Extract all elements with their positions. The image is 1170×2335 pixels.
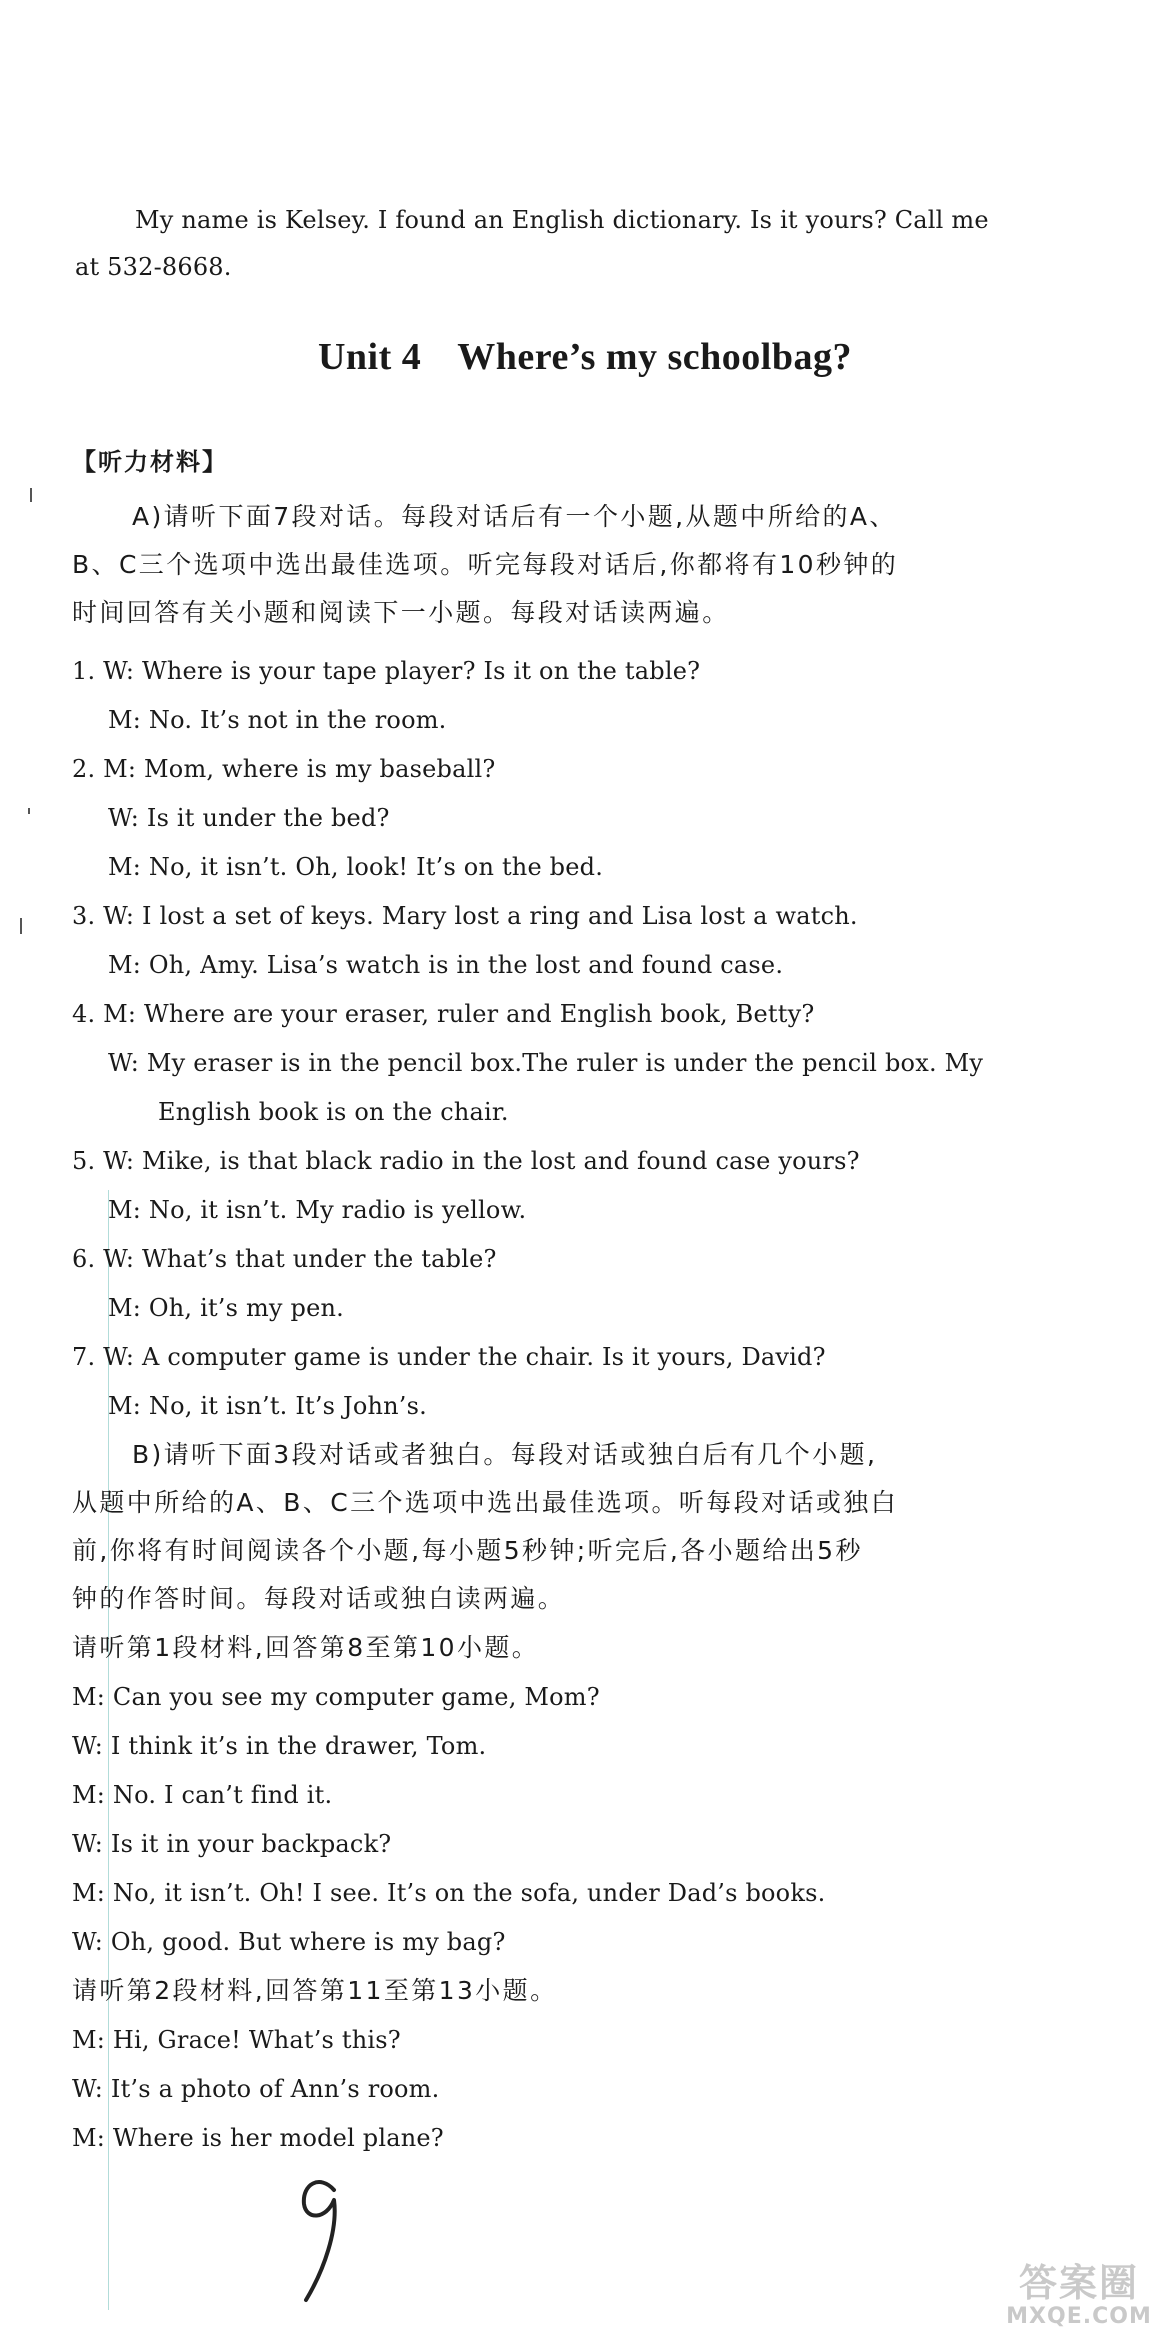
dialogue-line: M: Hi, Grace! What’s this? [72, 2026, 401, 2054]
dialogue-line: M: No, it isn’t. It’s John’s. [108, 1392, 427, 1420]
section-heading: 【听力材料】 [72, 448, 228, 476]
scan-mark [28, 808, 30, 814]
material-heading: 请听第1段材料,回答第8至第10小题。 [72, 1633, 540, 1662]
watermark-logo-text: 答案圈 [1018, 2261, 1139, 2305]
scan-mark [30, 488, 32, 502]
intro-line-2: at 532-8668. [75, 253, 232, 281]
part-a-instruction: A)请听下面7段对话。每段对话后有一个小题,从题中所给的A、 [132, 502, 897, 531]
dialogue-line: 6. W: What’s that under the table? [72, 1245, 497, 1273]
watermark [1004, 2261, 1154, 2329]
page-title [0, 335, 1170, 379]
dialogue-line: W: It’s a photo of Ann’s room. [72, 2075, 440, 2103]
dialogue-line: 4. M: Where are your eraser, ruler and English book, Betty? [72, 1000, 815, 1028]
dialogue-line: W: Oh, good. But where is my bag? [72, 1928, 506, 1956]
page-number [290, 2160, 350, 2310]
dialogue-line: 5. W: Mike, is that black radio in the lost and found case yours? [72, 1147, 860, 1175]
dialogue-line: 7. W: A computer game is under the chair. Is it yours, David? [72, 1343, 826, 1371]
watermark-url: MXQE.COM [1006, 2304, 1152, 2329]
dialogue-line: 2. M: Mom, where is my baseball? [72, 755, 496, 783]
dialogue-line: M: No. I can’t find it. [72, 1781, 333, 1809]
dialogue-line: W: Is it under the bed? [108, 804, 390, 832]
dialogue-line: W: My eraser is in the pencil box.The ruler is under the pencil box. My [108, 1049, 984, 1077]
dialogue-line: M: Can you see my computer game, Mom? [72, 1683, 600, 1711]
part-b-instruction: 前,你将有时间阅读各个小题,每小题5秒钟;听完后,各小题给出5秒 [72, 1536, 863, 1565]
dialogue-line: M: No, it isn’t. My radio is yellow. [108, 1196, 527, 1224]
dialogue-line: English book is on the chair. [158, 1098, 509, 1126]
part-b-instruction: 钟的作答时间。每段对话或独白读两遍。 [72, 1584, 566, 1613]
dialogue-line: M: Oh, it’s my pen. [108, 1294, 344, 1322]
dialogue-line: 1. W: Where is your tape player? Is it on the table? [72, 657, 701, 685]
unit-name: Where’s my schoolbag? [457, 336, 852, 378]
dialogue-line: W: Is it in your backpack? [72, 1830, 392, 1858]
dialogue-line: M: No, it isn’t. Oh! I see. It’s on the sofa, under Dad’s books. [72, 1879, 826, 1907]
dialogue-line: M: Where is her model plane? [72, 2124, 444, 2152]
material-heading: 请听第2段材料,回答第11至第13小题。 [72, 1976, 558, 2005]
dialogue-line: M: Oh, Amy. Lisa’s watch is in the lost and found case. [108, 951, 784, 979]
dialogue-line: M: No. It’s not in the room. [108, 706, 447, 734]
part-b-instruction: 从题中所给的A、B、C三个选项中选出最佳选项。听每段对话或独白 [72, 1488, 899, 1517]
dialogue-line: W: I think it’s in the drawer, Tom. [72, 1732, 487, 1760]
dialogue-line: M: No, it isn’t. Oh, look! It’s on the bed. [108, 853, 604, 881]
unit-label: Unit 4 [317, 336, 422, 378]
part-a-instruction: B、C三个选项中选出最佳选项。听完每段对话后,你都将有10秒钟的 [72, 550, 899, 579]
intro-line-1: My name is Kelsey. I found an English dictionary. Is it yours? Call me [135, 206, 989, 234]
dialogue-line: 3. W: I lost a set of keys. Mary lost a ring and Lisa lost a watch. [72, 902, 858, 930]
part-a-instruction: 时间回答有关小题和阅读下一小题。每段对话读两遍。 [72, 598, 730, 627]
scan-mark [20, 918, 22, 934]
part-b-instruction: B)请听下面3段对话或者独白。每段对话或独白后有几个小题, [132, 1440, 878, 1469]
